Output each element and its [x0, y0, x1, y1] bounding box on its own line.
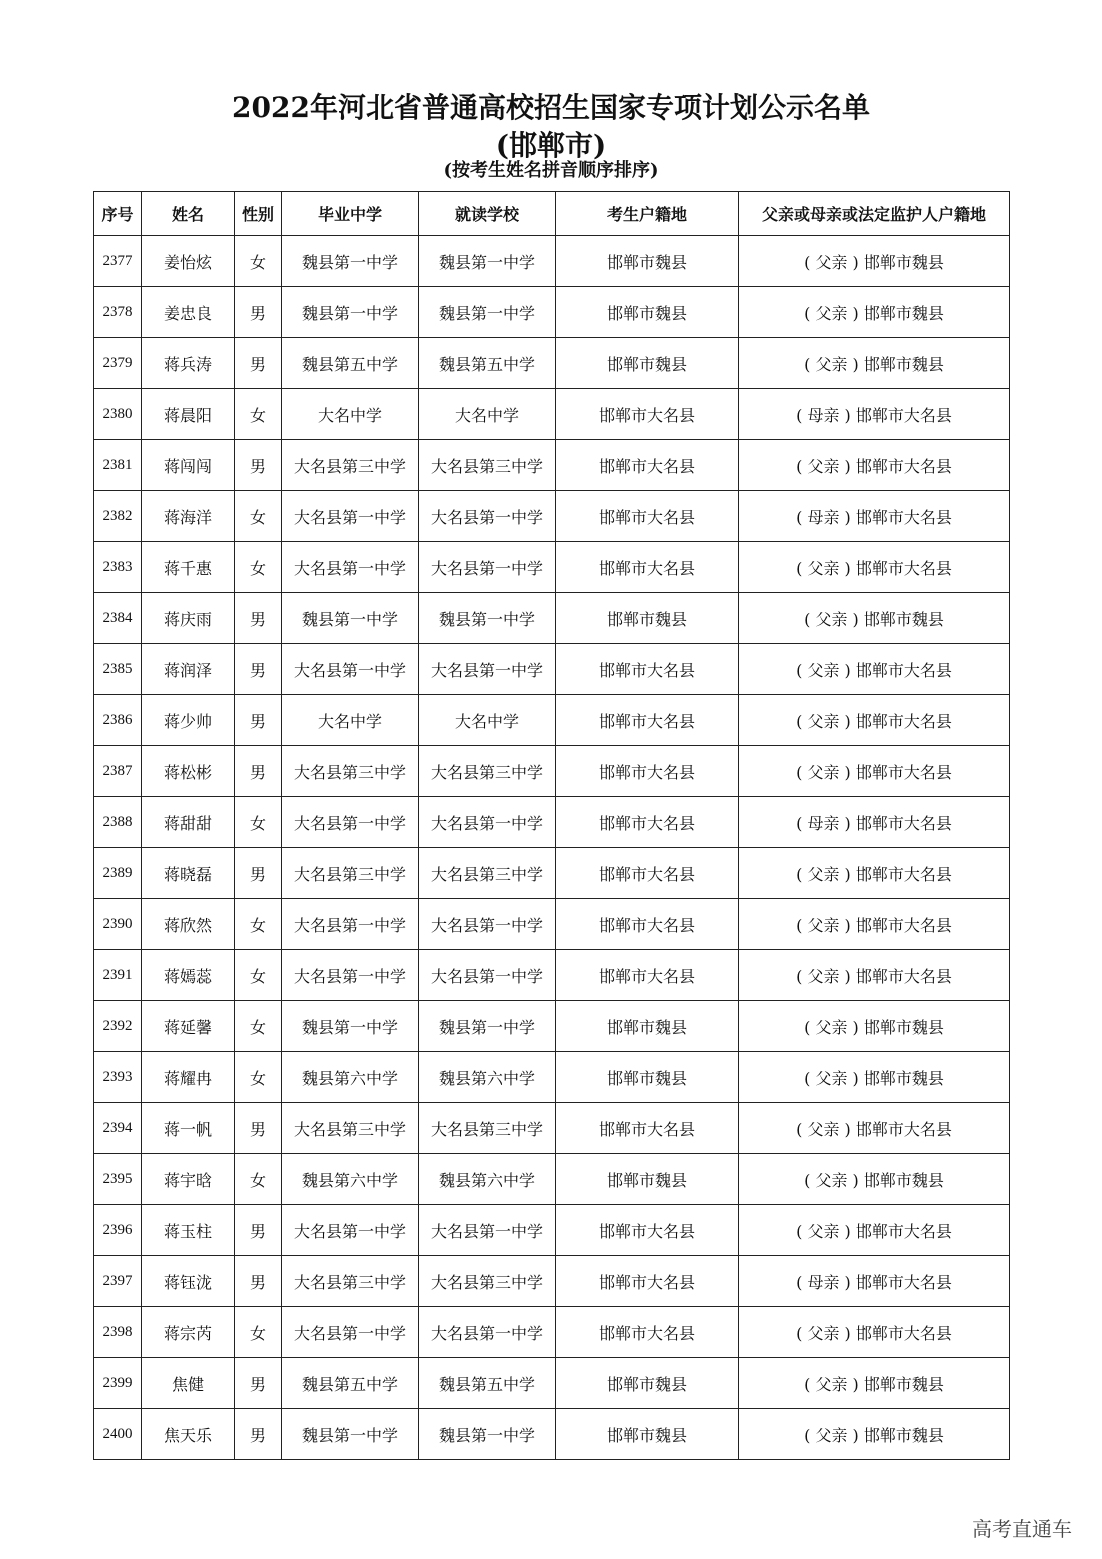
cell-household: 邯郸市大名县 — [556, 848, 739, 899]
cell-graduated-school: 大名县第一中学 — [282, 1307, 419, 1358]
cell-seq: 2397 — [94, 1256, 142, 1307]
cell-name: 蒋一帆 — [142, 1103, 235, 1154]
cell-current-school: 大名县第一中学 — [419, 1307, 556, 1358]
cell-name: 蒋晓磊 — [142, 848, 235, 899]
cell-name: 蒋耀冉 — [142, 1052, 235, 1103]
cell-seq: 2390 — [94, 899, 142, 950]
column-header: 序号 — [94, 192, 142, 236]
cell-current-school: 魏县第一中学 — [419, 1001, 556, 1052]
cell-current-school: 大名县第三中学 — [419, 1256, 556, 1307]
table-row — [94, 542, 1010, 593]
cell-gender: 女 — [235, 389, 282, 440]
cell-gender: 女 — [235, 899, 282, 950]
cell-gender: 男 — [235, 338, 282, 389]
cell-guardian-household: ( 父亲 ) 邯郸市大名县 — [739, 899, 1010, 950]
cell-seq: 2399 — [94, 1358, 142, 1409]
cell-guardian-household: ( 父亲 ) 邯郸市大名县 — [739, 1205, 1010, 1256]
cell-current-school: 大名县第一中学 — [419, 797, 556, 848]
cell-current-school: 大名县第一中学 — [419, 542, 556, 593]
cell-household: 邯郸市魏县 — [556, 593, 739, 644]
cell-guardian-household: ( 父亲 ) 邯郸市魏县 — [739, 338, 1010, 389]
table-row — [94, 1307, 1010, 1358]
cell-gender: 男 — [235, 746, 282, 797]
cell-guardian-household: ( 父亲 ) 邯郸市大名县 — [739, 1307, 1010, 1358]
cell-seq: 2378 — [94, 287, 142, 338]
cell-guardian-household: ( 父亲 ) 邯郸市魏县 — [739, 236, 1010, 287]
cell-seq: 2394 — [94, 1103, 142, 1154]
table-row — [94, 746, 1010, 797]
cell-name: 蒋宗芮 — [142, 1307, 235, 1358]
cell-guardian-household: ( 父亲 ) 邯郸市魏县 — [739, 1154, 1010, 1205]
cell-current-school: 大名县第一中学 — [419, 491, 556, 542]
cell-name: 蒋千惠 — [142, 542, 235, 593]
cell-name: 蒋嫣蕊 — [142, 950, 235, 1001]
cell-household: 邯郸市大名县 — [556, 1205, 739, 1256]
cell-graduated-school: 魏县第六中学 — [282, 1154, 419, 1205]
cell-seq: 2395 — [94, 1154, 142, 1205]
column-header: 毕业中学 — [282, 192, 419, 236]
cell-name: 蒋海洋 — [142, 491, 235, 542]
cell-current-school: 魏县第一中学 — [419, 593, 556, 644]
cell-seq: 2388 — [94, 797, 142, 848]
cell-gender: 女 — [235, 236, 282, 287]
cell-name: 蒋润泽 — [142, 644, 235, 695]
cell-gender: 女 — [235, 542, 282, 593]
page-subtitle: (邯郸市) — [495, 129, 607, 162]
table-row — [94, 1409, 1010, 1460]
cell-household: 邯郸市大名县 — [556, 644, 739, 695]
roster-table — [93, 191, 1010, 1460]
cell-gender: 男 — [235, 848, 282, 899]
table-header-row — [94, 192, 1010, 236]
cell-graduated-school: 大名县第一中学 — [282, 899, 419, 950]
table-row — [94, 491, 1010, 542]
cell-current-school: 魏县第一中学 — [419, 236, 556, 287]
cell-seq: 2380 — [94, 389, 142, 440]
table-row — [94, 1205, 1010, 1256]
column-header: 性别 — [235, 192, 282, 236]
cell-guardian-household: ( 父亲 ) 邯郸市魏县 — [739, 1001, 1010, 1052]
cell-graduated-school: 大名县第三中学 — [282, 440, 419, 491]
cell-name: 蒋闯闯 — [142, 440, 235, 491]
cell-graduated-school: 魏县第一中学 — [282, 1409, 419, 1460]
cell-name: 蒋延馨 — [142, 1001, 235, 1052]
cell-seq: 2393 — [94, 1052, 142, 1103]
cell-name: 蒋晨阳 — [142, 389, 235, 440]
cell-graduated-school: 大名中学 — [282, 389, 419, 440]
cell-graduated-school: 大名县第三中学 — [282, 1103, 419, 1154]
table-row — [94, 950, 1010, 1001]
cell-household: 邯郸市大名县 — [556, 950, 739, 1001]
table-row — [94, 1001, 1010, 1052]
cell-seq: 2392 — [94, 1001, 142, 1052]
cell-name: 蒋欣然 — [142, 899, 235, 950]
cell-graduated-school: 大名县第一中学 — [282, 950, 419, 1001]
cell-seq: 2389 — [94, 848, 142, 899]
table-row — [94, 797, 1010, 848]
cell-graduated-school: 魏县第一中学 — [282, 1001, 419, 1052]
cell-current-school: 大名县第一中学 — [419, 950, 556, 1001]
cell-seq: 2387 — [94, 746, 142, 797]
cell-guardian-household: ( 父亲 ) 邯郸市大名县 — [739, 542, 1010, 593]
cell-gender: 男 — [235, 695, 282, 746]
cell-current-school: 魏县第六中学 — [419, 1052, 556, 1103]
cell-guardian-household: ( 父亲 ) 邯郸市大名县 — [739, 1103, 1010, 1154]
cell-guardian-household: ( 父亲 ) 邯郸市大名县 — [739, 644, 1010, 695]
cell-gender: 男 — [235, 644, 282, 695]
cell-guardian-household: ( 父亲 ) 邯郸市大名县 — [739, 848, 1010, 899]
cell-graduated-school: 大名县第一中学 — [282, 491, 419, 542]
cell-household: 邯郸市魏县 — [556, 1052, 739, 1103]
cell-guardian-household: ( 父亲 ) 邯郸市魏县 — [739, 287, 1010, 338]
cell-seq: 2398 — [94, 1307, 142, 1358]
cell-current-school: 大名县第一中学 — [419, 1205, 556, 1256]
cell-guardian-household: ( 父亲 ) 邯郸市大名县 — [739, 746, 1010, 797]
table-row — [94, 848, 1010, 899]
cell-household: 邯郸市大名县 — [556, 746, 739, 797]
cell-household: 邯郸市大名县 — [556, 1103, 739, 1154]
cell-gender: 女 — [235, 1307, 282, 1358]
cell-household: 邯郸市魏县 — [556, 287, 739, 338]
cell-guardian-household: ( 父亲 ) 邯郸市魏县 — [739, 593, 1010, 644]
table-row — [94, 1358, 1010, 1409]
cell-gender: 男 — [235, 1409, 282, 1460]
cell-gender: 男 — [235, 1358, 282, 1409]
cell-guardian-household: ( 父亲 ) 邯郸市大名县 — [739, 440, 1010, 491]
table-row — [94, 440, 1010, 491]
cell-current-school: 魏县第五中学 — [419, 338, 556, 389]
cell-graduated-school: 大名县第三中学 — [282, 1256, 419, 1307]
cell-seq: 2391 — [94, 950, 142, 1001]
cell-household: 邯郸市魏县 — [556, 1154, 739, 1205]
cell-name: 蒋松彬 — [142, 746, 235, 797]
cell-graduated-school: 大名中学 — [282, 695, 419, 746]
cell-household: 邯郸市大名县 — [556, 491, 739, 542]
table-row — [94, 389, 1010, 440]
cell-name: 姜忠良 — [142, 287, 235, 338]
cell-household: 邯郸市大名县 — [556, 797, 739, 848]
cell-current-school: 大名县第三中学 — [419, 1103, 556, 1154]
cell-current-school: 魏县第一中学 — [419, 287, 556, 338]
cell-name: 蒋少帅 — [142, 695, 235, 746]
cell-seq: 2400 — [94, 1409, 142, 1460]
cell-graduated-school: 魏县第六中学 — [282, 1052, 419, 1103]
cell-guardian-household: ( 母亲 ) 邯郸市大名县 — [739, 797, 1010, 848]
cell-gender: 女 — [235, 950, 282, 1001]
cell-current-school: 大名县第三中学 — [419, 440, 556, 491]
column-header: 父亲或母亲或法定监护人户籍地 — [739, 192, 1010, 236]
cell-gender: 女 — [235, 1001, 282, 1052]
cell-graduated-school: 大名县第三中学 — [282, 746, 419, 797]
cell-name: 焦健 — [142, 1358, 235, 1409]
column-header: 考生户籍地 — [556, 192, 739, 236]
table-row — [94, 1256, 1010, 1307]
cell-seq: 2381 — [94, 440, 142, 491]
cell-household: 邯郸市大名县 — [556, 542, 739, 593]
watermark: 高考直通车 — [972, 1517, 1072, 1541]
cell-gender: 男 — [235, 1205, 282, 1256]
sort-note: (按考生姓名拼音顺序排序) — [443, 160, 659, 181]
cell-household: 邯郸市魏县 — [556, 1409, 739, 1460]
cell-current-school: 大名县第一中学 — [419, 899, 556, 950]
cell-guardian-household: ( 父亲 ) 邯郸市大名县 — [739, 950, 1010, 1001]
cell-graduated-school: 大名县第一中学 — [282, 797, 419, 848]
cell-current-school: 魏县第五中学 — [419, 1358, 556, 1409]
table-row — [94, 1154, 1010, 1205]
table-row — [94, 287, 1010, 338]
table-row — [94, 593, 1010, 644]
cell-gender: 女 — [235, 797, 282, 848]
cell-household: 邯郸市魏县 — [556, 1358, 739, 1409]
cell-current-school: 大名中学 — [419, 695, 556, 746]
cell-seq: 2383 — [94, 542, 142, 593]
cell-household: 邯郸市大名县 — [556, 1307, 739, 1358]
cell-seq: 2396 — [94, 1205, 142, 1256]
table-row — [94, 1052, 1010, 1103]
cell-household: 邯郸市大名县 — [556, 440, 739, 491]
cell-guardian-household: ( 父亲 ) 邯郸市魏县 — [739, 1409, 1010, 1460]
column-header: 就读学校 — [419, 192, 556, 236]
cell-graduated-school: 魏县第一中学 — [282, 287, 419, 338]
cell-seq: 2385 — [94, 644, 142, 695]
cell-name: 蒋甜甜 — [142, 797, 235, 848]
cell-household: 邯郸市魏县 — [556, 236, 739, 287]
cell-graduated-school: 大名县第三中学 — [282, 848, 419, 899]
cell-household: 邯郸市大名县 — [556, 899, 739, 950]
cell-gender: 男 — [235, 287, 282, 338]
cell-current-school: 大名县第三中学 — [419, 848, 556, 899]
cell-seq: 2382 — [94, 491, 142, 542]
cell-name: 焦天乐 — [142, 1409, 235, 1460]
cell-gender: 男 — [235, 1103, 282, 1154]
cell-guardian-household: ( 父亲 ) 邯郸市魏县 — [739, 1358, 1010, 1409]
cell-current-school: 魏县第一中学 — [419, 1409, 556, 1460]
table-row — [94, 695, 1010, 746]
cell-name: 蒋钰泷 — [142, 1256, 235, 1307]
cell-seq: 2379 — [94, 338, 142, 389]
cell-gender: 女 — [235, 1154, 282, 1205]
column-header: 姓名 — [142, 192, 235, 236]
table-row — [94, 899, 1010, 950]
cell-gender: 女 — [235, 491, 282, 542]
cell-current-school: 大名县第三中学 — [419, 746, 556, 797]
cell-guardian-household: ( 母亲 ) 邯郸市大名县 — [739, 491, 1010, 542]
cell-gender: 男 — [235, 440, 282, 491]
cell-gender: 女 — [235, 1052, 282, 1103]
cell-name: 姜怡炫 — [142, 236, 235, 287]
table-row — [94, 644, 1010, 695]
cell-seq: 2377 — [94, 236, 142, 287]
cell-current-school: 大名中学 — [419, 389, 556, 440]
page-title: 2022年河北省普通高校招生国家专项计划公示名单 — [232, 91, 870, 124]
cell-guardian-household: ( 父亲 ) 邯郸市大名县 — [739, 695, 1010, 746]
cell-name: 蒋庆雨 — [142, 593, 235, 644]
cell-graduated-school: 魏县第五中学 — [282, 1358, 419, 1409]
cell-guardian-household: ( 母亲 ) 邯郸市大名县 — [739, 1256, 1010, 1307]
cell-household: 邯郸市魏县 — [556, 1001, 739, 1052]
cell-graduated-school: 大名县第一中学 — [282, 542, 419, 593]
cell-household: 邯郸市大名县 — [556, 695, 739, 746]
cell-graduated-school: 魏县第一中学 — [282, 236, 419, 287]
cell-guardian-household: ( 母亲 ) 邯郸市大名县 — [739, 389, 1010, 440]
cell-current-school: 魏县第六中学 — [419, 1154, 556, 1205]
cell-graduated-school: 大名县第一中学 — [282, 1205, 419, 1256]
cell-graduated-school: 魏县第五中学 — [282, 338, 419, 389]
cell-name: 蒋宇晗 — [142, 1154, 235, 1205]
cell-seq: 2386 — [94, 695, 142, 746]
cell-name: 蒋玉柱 — [142, 1205, 235, 1256]
cell-graduated-school: 魏县第一中学 — [282, 593, 419, 644]
table-row — [94, 338, 1010, 389]
cell-household: 邯郸市大名县 — [556, 1256, 739, 1307]
table-row — [94, 1103, 1010, 1154]
cell-guardian-household: ( 父亲 ) 邯郸市魏县 — [739, 1052, 1010, 1103]
table-row — [94, 236, 1010, 287]
cell-current-school: 大名县第一中学 — [419, 644, 556, 695]
cell-gender: 男 — [235, 1256, 282, 1307]
cell-household: 邯郸市大名县 — [556, 389, 739, 440]
cell-name: 蒋兵涛 — [142, 338, 235, 389]
cell-gender: 男 — [235, 593, 282, 644]
cell-seq: 2384 — [94, 593, 142, 644]
cell-graduated-school: 大名县第一中学 — [282, 644, 419, 695]
cell-household: 邯郸市魏县 — [556, 338, 739, 389]
